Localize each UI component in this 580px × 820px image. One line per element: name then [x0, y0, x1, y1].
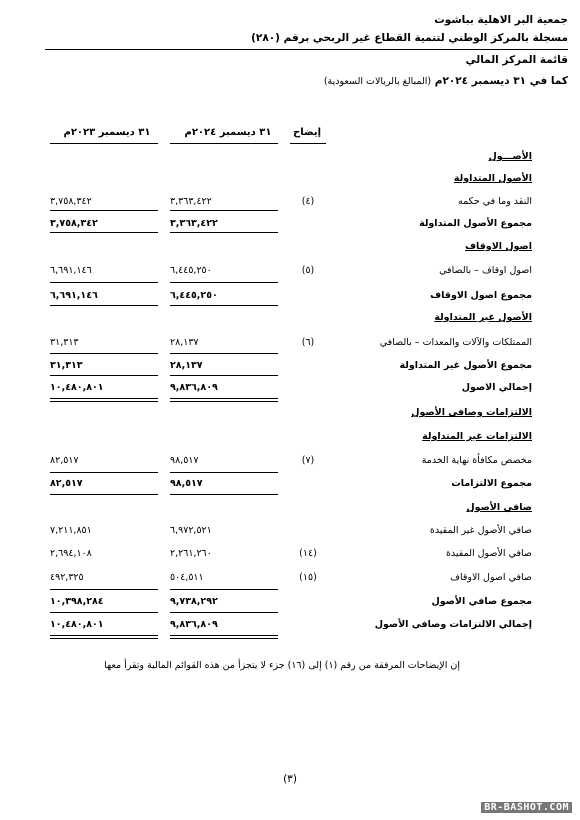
section-heading-assets: [0, 151, 580, 171]
total-rule: [50, 305, 158, 306]
row-value-2024: ٩٨,٥١٧: [170, 455, 199, 466]
subtotal-rule: [50, 375, 158, 376]
table-row-total-net-assets: [0, 596, 580, 616]
row-label: إجمالي الاصول: [461, 382, 532, 393]
currency-note: (المبالغ بالريالات السعودية): [323, 76, 432, 87]
subtotal-rule: [170, 612, 278, 613]
subtotal-rule: [50, 353, 158, 354]
row-value-2023: ٦,٦٩١,١٤٦: [50, 265, 92, 276]
row-value-2023: ٣,٧٥٨,٣٤٢: [50, 196, 92, 207]
row-value-2024: ٩٨,٥١٧: [170, 478, 203, 489]
subtotal-rule: [50, 472, 158, 473]
row-note: (١٥): [299, 572, 317, 583]
subtotal-rule: [50, 282, 158, 283]
double-rule: [170, 398, 278, 399]
row-value-2023: ٨٢,٥١٧: [50, 455, 79, 466]
statement-title: قائمة المركز المالي: [465, 54, 568, 66]
table-row-restricted-net-assets: [0, 548, 580, 568]
row-value-2023: ٣١,٣١٣: [50, 360, 83, 371]
row-value-2023: ١٠,٤٨٠,٨٠١: [50, 382, 104, 393]
row-label: النقد وما في حكمه: [458, 196, 532, 207]
column-header-note: إيضاح: [293, 127, 321, 138]
column-rule-2024: [170, 143, 278, 144]
total-rule: [50, 232, 158, 233]
row-value-2023: ٤٩٢,٣٢٥: [50, 572, 84, 583]
row-label: صافي الأصول غير المقيدة: [429, 525, 532, 536]
row-value-2023: ٧,٢١١,٨٥١: [50, 525, 92, 536]
section-heading-non-current-liabilities: [0, 431, 580, 451]
subtotal-rule: [50, 612, 158, 613]
row-value-2023: ٦,٦٩١,١٤٦: [50, 290, 98, 301]
table-row-total-liabilities-net-assets: [0, 619, 580, 639]
row-label: مجموع صافي الأصول: [431, 596, 532, 607]
double-rule: [170, 635, 278, 636]
row-note: (٧): [301, 455, 315, 466]
subtotal-rule: [170, 353, 278, 354]
row-note: (٤): [301, 196, 315, 207]
column-rule-note: [290, 143, 326, 144]
subtotal-rule: [170, 589, 278, 590]
row-label: اصول الاوقاف: [464, 241, 532, 252]
section-heading-net-assets: [0, 502, 580, 522]
row-label: الأصول المتداولة: [453, 173, 532, 184]
as-of-date: كما في ٣١ ديسمبر ٢٠٢٤م: [434, 75, 568, 87]
row-value-2023: ١٠,٤٨٠,٨٠١: [50, 619, 104, 630]
table-row-unrestricted-net-assets: [0, 525, 580, 545]
row-note: (٥): [301, 265, 315, 276]
row-value-2024: ٩,٨٣٦,٨٠٩: [170, 382, 218, 393]
table-row-total-non-current-assets: [0, 360, 580, 380]
row-label: مجموع اصول الاوقاف: [430, 290, 532, 301]
row-value-2024: ٦,٤٤٥,٢٥٠: [170, 290, 218, 301]
row-label: اصول اوقاف – بالصافي: [439, 265, 532, 276]
row-label: الالتزامات غير المتداولة: [422, 431, 532, 442]
table-row-total-current-assets: [0, 218, 580, 238]
row-value-2023: ٢,٦٩٤,١٠٨: [50, 548, 92, 559]
column-rule-2023: [50, 143, 158, 144]
row-value-2023: ٣١,٣١٣: [50, 337, 79, 348]
row-value-2024: ٩,٧٣٨,٢٩٢: [170, 596, 218, 607]
notes-disclaimer: إن الإيضاحات المرفقة من رقم (١) إلى (١٦) جزء لا يتجزأ من هذه القوائم المالية وتقرأ معها: [104, 660, 460, 671]
section-heading-endowment-assets: [0, 241, 580, 261]
subtotal-rule: [50, 210, 158, 211]
row-value-2023: ٨٢,٥١٧: [50, 478, 83, 489]
total-rule: [170, 494, 278, 495]
table-row-total-assets: [0, 382, 580, 402]
table-row-property-equipment: [0, 337, 580, 357]
row-label: إجمالي الالتزامات وصافي الأصول: [374, 619, 532, 630]
double-rule: [50, 635, 158, 636]
row-label: مجموع الأصول غير المتداولة: [399, 360, 532, 371]
row-value-2024: ٣,٣٦٣,٤٢٢: [170, 196, 212, 207]
table-row-total-liabilities: [0, 478, 580, 498]
total-rule: [50, 494, 158, 495]
row-value-2024: ٦,٤٤٥,٢٥٠: [170, 265, 212, 276]
double-rule: [170, 401, 278, 402]
registration-line: مسجلة بالمركز الوطني لتنمية القطاع غير الربحي برقم (٢٨٠): [251, 32, 568, 44]
subtotal-rule: [170, 210, 278, 211]
row-label: صافي الأصول: [466, 502, 532, 513]
row-value-2024: ٣,٣٦٣,٤٢٢: [170, 218, 218, 229]
row-label: مجموع الالتزامات: [451, 478, 532, 489]
row-label: الممتلكات والآلات والمعدات – بالصافي: [379, 337, 532, 348]
row-value-2024: ٩,٨٣٦,٨٠٩: [170, 619, 218, 630]
row-label: مخصص مكافأة نهاية الخدمة: [421, 455, 532, 466]
row-note: (٦): [301, 337, 315, 348]
column-header-2024: ٣١ ديسمبر ٢٠٢٤م: [184, 127, 272, 138]
page-number: (٣): [283, 773, 297, 785]
subtotal-rule: [170, 472, 278, 473]
table-row-cash: [0, 196, 580, 216]
row-note: (١٤): [299, 548, 317, 559]
column-header-2023: ٣١ ديسمبر ٢٠٢٣م: [63, 127, 151, 138]
double-rule: [170, 638, 278, 639]
section-heading-liabilities-net-assets: [0, 407, 580, 427]
row-label: الأصول غير المتداولة: [434, 312, 532, 323]
section-heading-current-assets: [0, 173, 580, 193]
row-value-2023: ٣,٧٥٨,٣٤٢: [50, 218, 98, 229]
row-value-2024: ٦,٩٧٢,٥٢١: [170, 525, 212, 536]
row-value-2024: ٢٨,١٣٧: [170, 360, 203, 371]
row-value-2023: ١٠,٣٩٨,٢٨٤: [50, 596, 104, 607]
double-rule: [50, 398, 158, 399]
website-watermark: BR-BASHOT.COM: [481, 802, 572, 813]
organization-name: جمعية البر الاهلية بباشوت: [434, 14, 568, 26]
total-rule: [170, 232, 278, 233]
row-value-2024: ٥٠٤,٥١١: [170, 572, 204, 583]
row-label: الأصـــول: [488, 151, 532, 162]
row-label: الالتزامات وصافي الأصول: [411, 407, 532, 418]
table-row-total-endowment-assets: [0, 290, 580, 310]
double-rule: [50, 638, 158, 639]
row-label: صافي الأصول المقيدة: [445, 548, 532, 559]
statement-date-line: [324, 75, 568, 87]
row-value-2024: ٢٨,١٣٧: [170, 337, 199, 348]
total-rule: [170, 305, 278, 306]
row-label: صافي اصول الاوقاف: [450, 572, 532, 583]
row-label: مجموع الأصول المتداولة: [419, 218, 532, 229]
subtotal-rule: [170, 375, 278, 376]
double-rule: [50, 401, 158, 402]
header-divider: [45, 49, 568, 50]
subtotal-rule: [50, 589, 158, 590]
row-value-2024: ٢,٢٦١,٢٦٠: [170, 548, 212, 559]
section-heading-non-current-assets: [0, 312, 580, 332]
subtotal-rule: [170, 282, 278, 283]
